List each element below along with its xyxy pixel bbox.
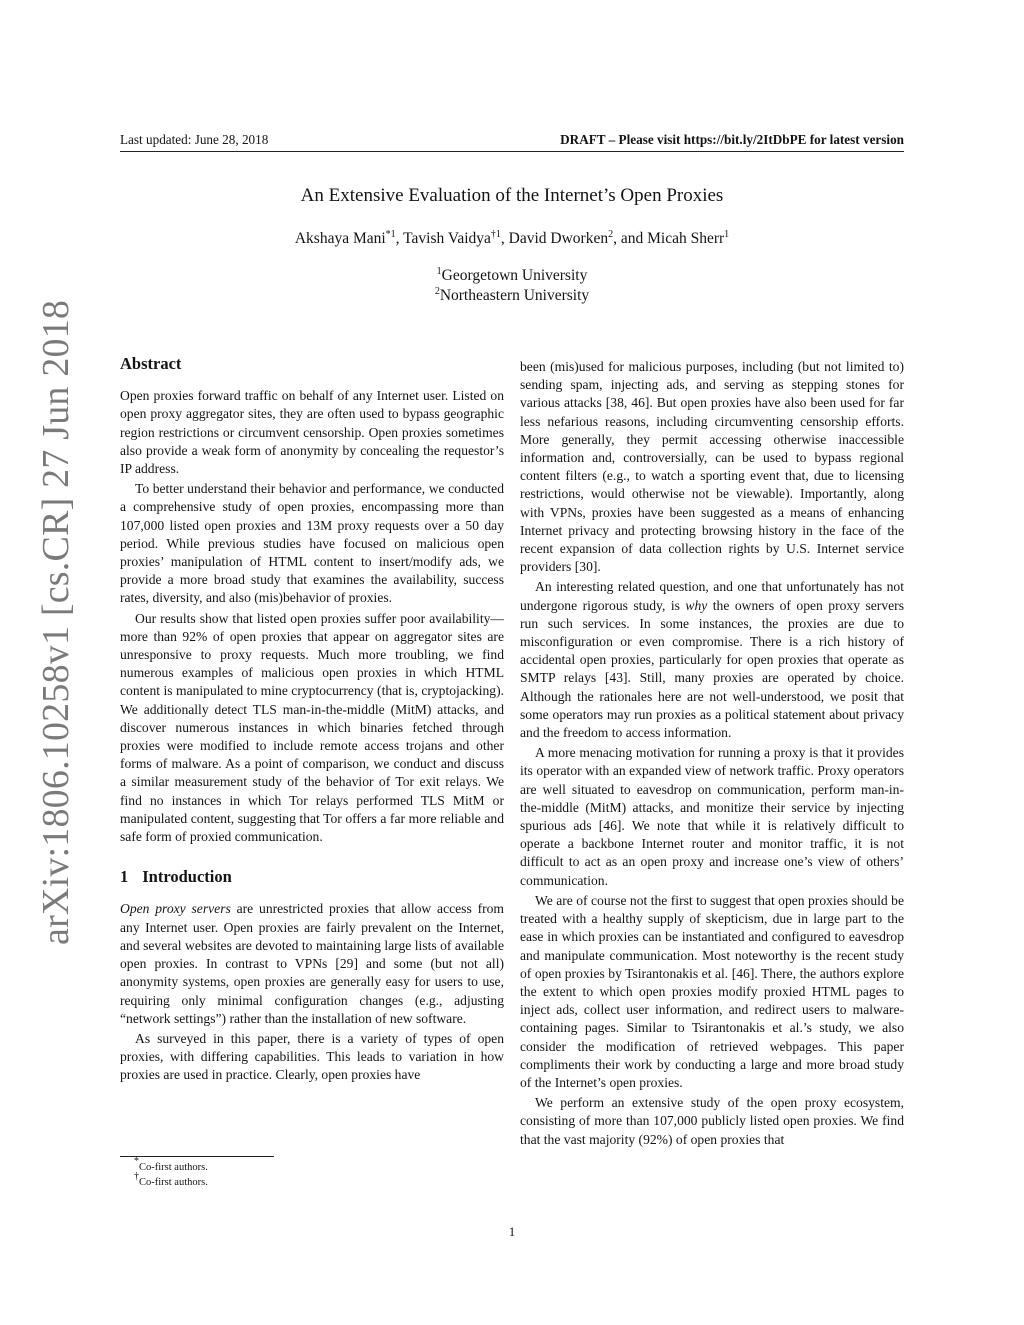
body-paragraph: A more menacing motivation for running a proxy is that it provides its operator with an expanded view of network traffic. Proxy operators are well situated to eavesdrop on communication, perform man-in-the-middle (MitM) attacks, and monitize their service by injecting spurious ads [46]. We note that while it is relatively difficult to operate a backbone Internet router and monitor traffic, it is not difficult to act as an open proxy and increase one’s view of others’ communication.: [520, 745, 904, 888]
author-separator: ,: [395, 230, 404, 247]
header-last-updated: Last updated: June 28, 2018: [120, 132, 269, 147]
footnote-text: Co-first authors.: [139, 1162, 208, 1173]
footnote: [120, 1170, 504, 1191]
affiliation: [0, 266, 1024, 286]
author-name: Tavish Vaidya: [403, 230, 491, 247]
footnotes: [120, 1156, 504, 1190]
section-number: 1: [120, 867, 129, 887]
section-title: Introduction: [142, 867, 232, 887]
footnote-mark: †: [134, 1170, 139, 1182]
body-paragraph: We perform an extensive study of the open proxy ecosystem, consisting of more than 107,000 publicly listed open proxies. We find that the vast majority (92%) of open proxies that: [520, 1095, 904, 1147]
abstract-paragraph: Our results show that listed open proxies suffer poor availability—more than 92% of open proxies that appear on aggregator sites are unresponsive to proxy requests. Much more troubling, we find numerous examples of malicious open proxies in which HTML content is manipulated to mine cryptocurrency (that is, cryptojacking). We additionally detect TLS man-in-the-middle (MitM) attacks, and discover numerous instances in which binaries fetched through proxies were modified to include remote access trojans and other forms of malware. As a point of comparison, we conduct and discuss a similar measurement study of the behavior of Tor exit relays. We find no instances in which Tor relays performed TLS MitM or manipulated content, suggesting that Tor offers a far more reliable and safe form of proxied communication.: [120, 610, 504, 845]
header-draft-notice: DRAFT – Please visit https://bit.ly/2ItDbPE for latest version: [560, 132, 904, 147]
right-column: [520, 358, 904, 1149]
footnote-rule: [120, 1156, 274, 1157]
paper-title: An Extensive Evaluation of the Internet’s Open Proxies: [300, 185, 724, 206]
introduction-heading: [120, 868, 504, 886]
running-header: [120, 132, 904, 152]
footnote-text: Co-first authors.: [139, 1176, 208, 1188]
author-name: Micah Sherr: [647, 230, 725, 247]
abstract-paragraph: Open proxies forward traffic on behalf of any Internet user. Listed on open proxy aggregator sites, they are often used to bypass geographic region restrictions or circumvent censorship. Open proxies sometimes also provide a weak form of anonymity by concealing the requestor’s IP address.: [120, 388, 504, 477]
emphasis-text: why: [685, 597, 708, 613]
paragraph-text: are unrestricted proxies that allow access from any Internet user. Open proxies are fairly prevalent on the Internet, and several websites are devoted to maintaining large lists of available open proxies. In contrast to VPNs [29] and some (but not all) anonymity systems, open proxies are generally easy for users to use, requiring only minimal configuration changes (e.g., adjusting “network settings”) rather than the installation of new software.: [120, 901, 505, 1026]
affiliation: [0, 286, 1024, 306]
emphasis-text: Open proxy servers: [120, 901, 231, 917]
footnote-mark: *: [134, 1156, 139, 1167]
body-paragraph: As surveyed in this paper, there is a variety of types of open proxies, with differing capabilities. This leads to variation in how proxies are used in practice. Clearly, open proxies have: [120, 1030, 504, 1083]
abstract-paragraph: To better understand their behavior and performance, we conducted a comprehensive study of open proxies, encompassing more than 107,000 listed open proxies and 13M proxy requests over a 50 day period. While previous studies have focused on malicious open proxies’ manipulation of HTML content to insert/modify ads, we provide a more broad study that examines the availability, success rates, diversity, and also (mis)behavior of proxies.: [120, 481, 504, 606]
body-paragraph: [520, 578, 904, 742]
paragraph-text: the owners of open proxy servers run such services. In some instances, the proxies are due to misconfiguration or even compromise. There is a rich history of accidental open proxies, particularly for open proxies that operate as SMTP relays [43]. Still, many proxies are operated by choice. Although the rationales here are not well-understood, we posit that some operators may run proxies as a political statement about privacy and the freedom to access information.: [520, 597, 904, 741]
paragraph-text: An interesting related question, and one that unfortunately has not undergone rigorous study, is: [520, 579, 904, 613]
author-separator: ,: [500, 230, 509, 247]
author-mark: †1: [490, 229, 501, 240]
affiliation-name: Georgetown University: [441, 267, 588, 284]
author-mark: 2: [608, 229, 614, 240]
body-paragraph: [120, 900, 504, 1027]
abstract-heading: Abstract: [120, 354, 182, 373]
author-mark: *1: [385, 229, 396, 240]
affiliation-list: [0, 266, 1024, 306]
author-name: Akshaya Mani: [294, 230, 386, 247]
author-list: [0, 230, 1024, 248]
author-name: David Dworken: [508, 230, 609, 247]
footnote: [120, 1156, 504, 1176]
affiliation-mark: 1: [436, 266, 442, 277]
author-separator: , and: [613, 230, 648, 247]
page-number: 1: [508, 1224, 516, 1239]
affiliation-mark: 2: [434, 286, 440, 297]
body-paragraph: We are of course not the first to suggest that open proxies should be treated with a healthy supply of skepticism, due in large part to the ease in which proxies can be instantiated and configured to eavesdrop and manipulate communication. Most noteworthy is the recent study of open proxies by Tsirantonakis et al. [46]. There, the authors explore the extent to which open proxies modify proxied HTML pages to inject ads, collect user information, and redirect users to malware-containing pages. Similar to Tsirantonakis et al.’s study, we also consider the modification of retrieved webpages. This paper compliments their work by conducting a large and more broad study of the Internet’s open proxies.: [520, 892, 904, 1090]
arxiv-identifier: arXiv:1806.10258v1 [cs.CR] 27 Jun 2018: [35, 299, 77, 945]
affiliation-name: Northeastern University: [439, 287, 590, 304]
body-paragraph: been (mis)used for malicious purposes, including (but not limited to) sending spam, injecting ads, and serving as stepping stones for various attacks [38, 46]. But open proxies have also been used for far less nefarious reasons, including circumventing censorship efforts. More generally, they permit accessing otherwise inaccessible information and, controversially, can be used to bypass regional content filters (e.g., to watch a sporting event that, due to licensing restrictions, would otherwise not be viewable). Importantly, along with VPNs, proxies have been suggested as a means of enhancing Internet privacy and protecting browsing history in the face of the recent expansion of data collection rights by U.S. Internet service providers [30].: [520, 359, 904, 575]
author-mark: 1: [724, 229, 730, 240]
left-column: [120, 355, 504, 1085]
